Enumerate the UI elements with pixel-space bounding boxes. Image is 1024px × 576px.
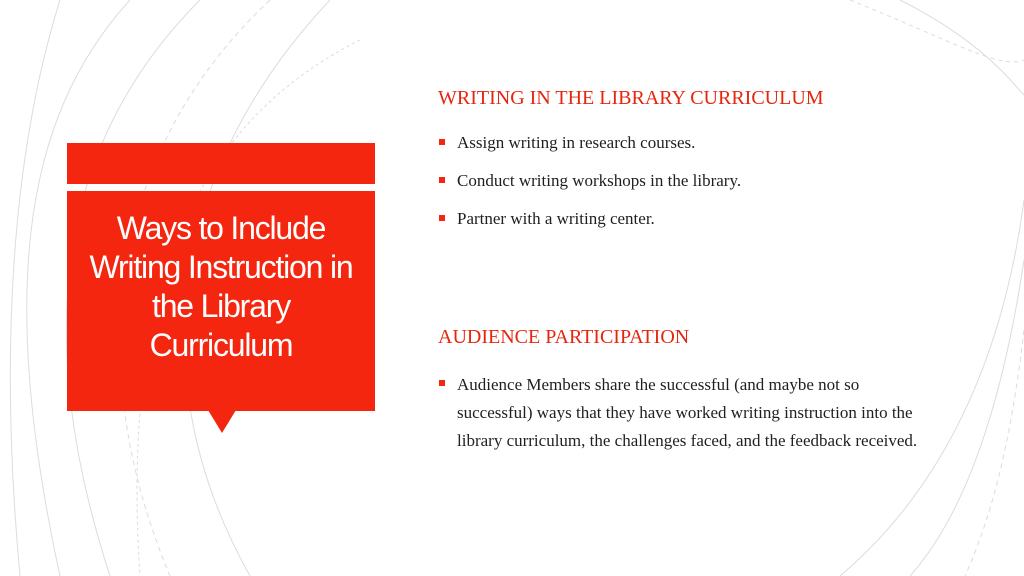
bullet-text: Assign writing in research courses. (457, 133, 696, 152)
section-heading-writing: WRITING IN THE LIBRARY CURRICULUM (438, 87, 824, 109)
bullet-text: Conduct writing workshops in the library. (457, 171, 742, 190)
title-top-band (67, 143, 375, 184)
bullet-square-icon (439, 215, 445, 221)
bullet-text: Partner with a writing center. (457, 209, 655, 228)
bullet-item (438, 206, 741, 244)
writing-bullet-list (438, 130, 741, 244)
bullet-item (438, 130, 741, 168)
section-heading-audience: AUDIENCE PARTICIPATION (438, 326, 690, 348)
bullet-item (438, 371, 938, 455)
title-box (67, 191, 375, 411)
bullet-text: Audience Members share the successful (and maybe not so successful) ways that they have worked writing instruction into the library curriculum, the challenges faced, and the feedback received. (457, 375, 918, 450)
bullet-square-icon (439, 380, 445, 386)
slide-title: Ways to Include Writing Instruction in the Library Curriculum (89, 210, 353, 363)
title-pointer-arrow (208, 410, 236, 433)
bullet-square-icon (439, 139, 445, 145)
bullet-square-icon (439, 177, 445, 183)
bullet-item (438, 168, 741, 206)
audience-bullet-list (438, 371, 938, 455)
